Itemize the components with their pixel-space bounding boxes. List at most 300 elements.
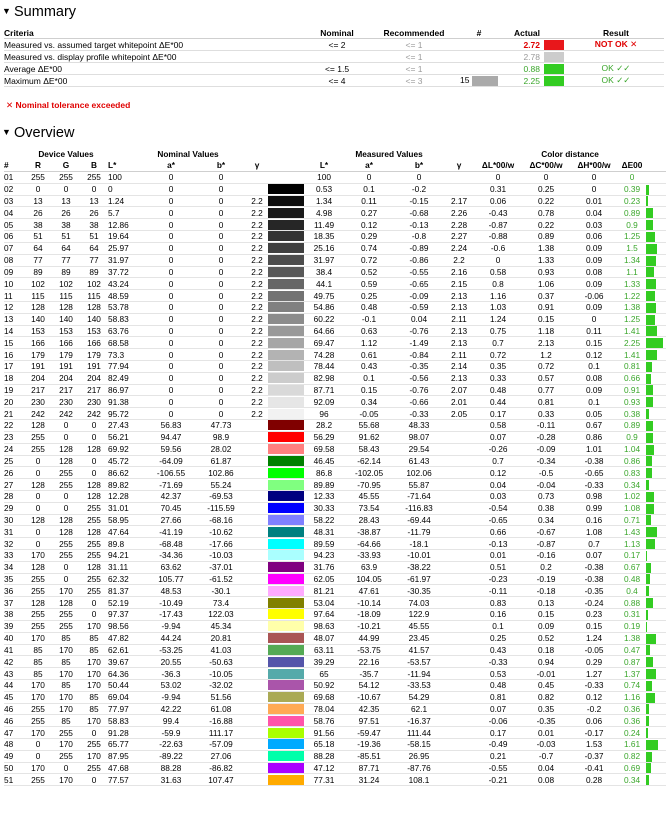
nominal-b-cell: 61.08 <box>210 703 232 714</box>
measured-a-cell: 0.48 <box>360 302 378 313</box>
color-distance-header: Color distance <box>541 148 599 159</box>
actual-swatch-cell <box>540 39 568 51</box>
delta-e-cell: 1.13 <box>623 538 641 549</box>
r-cell: 64 <box>33 243 43 254</box>
color-swatch-fill <box>268 350 304 360</box>
nominal-gamma-cell <box>246 479 268 491</box>
nominal-a-cell: 0 <box>168 207 174 218</box>
nominal-b-cell: 0 <box>218 385 224 396</box>
delta-l-cell: 0 <box>495 172 501 183</box>
delta-l-cell: 0.43 <box>489 644 507 655</box>
b-cell: 170 <box>87 656 101 667</box>
g-cell: 128 <box>59 455 73 466</box>
nominal-a-cell: 0 <box>168 396 174 407</box>
overview-row <box>4 431 666 443</box>
nominal-b-cell: 41.03 <box>210 644 232 655</box>
nominal-l-cell: 43.24 <box>108 278 129 289</box>
g-cell: 0 <box>63 574 69 585</box>
nominal-l-cell: 37.72 <box>108 266 129 277</box>
g-cell: 170 <box>59 668 73 679</box>
nominal-l-cell: 58.83 <box>108 715 129 726</box>
color-swatch-fill <box>268 657 304 667</box>
b-cell: 170 <box>87 680 101 691</box>
delta-e-bar <box>646 220 653 230</box>
collapse-triangle-icon[interactable]: ▼ <box>2 6 11 16</box>
nominal-l-cell: 69.92 <box>108 444 129 455</box>
delta-e-bar-cell <box>646 750 666 762</box>
overview-row <box>4 384 666 396</box>
measured-b-cell: -71.64 <box>407 491 431 502</box>
r-cell: 170 <box>31 763 45 774</box>
color-swatch <box>268 219 304 231</box>
overview-row <box>4 550 666 562</box>
color-swatch-fill <box>268 692 304 702</box>
nominal-a-cell: 0 <box>168 408 174 419</box>
delta-h-cell: 0.86 <box>585 432 603 443</box>
delta-l-cell: 0.1 <box>492 621 504 632</box>
delta-h-cell: 0.09 <box>585 255 603 266</box>
measured-gamma-cell: 2.13 <box>450 373 468 384</box>
nominal-l-cell: 31.01 <box>108 503 129 514</box>
overview-row <box>4 372 666 384</box>
g-cell: 255 <box>59 727 73 738</box>
nominal-a-cell: 0 <box>168 325 174 336</box>
delta-h-cell: 0.09 <box>585 278 603 289</box>
g-cell: 255 <box>59 467 73 478</box>
nominal-b-cell: 0 <box>218 290 224 301</box>
delta-c-cell: 0.18 <box>537 644 555 655</box>
delta-h-cell: -0.2 <box>586 703 602 714</box>
color-swatch <box>268 183 304 195</box>
delta-e-bar <box>646 763 651 773</box>
measured-l-cell: 39.29 <box>313 656 335 667</box>
overview-row <box>4 183 666 195</box>
nominal-b-cell: -17.66 <box>209 538 233 549</box>
delta-e-bar <box>646 456 652 466</box>
color-swatch-fill <box>268 267 304 277</box>
r-cell: 26 <box>33 207 43 218</box>
nominal-cell: <= 2 <box>306 39 368 51</box>
nominal-l-cell: 0 <box>108 184 113 195</box>
r-cell: 0 <box>35 184 41 195</box>
color-swatch-fill <box>268 680 304 690</box>
delta-c-cell: -0.18 <box>536 585 556 596</box>
color-swatch <box>268 561 304 573</box>
g-cell: 128 <box>59 514 73 525</box>
nominal-b-cell: 0 <box>218 172 224 183</box>
delta-l-cell: 0.72 <box>489 349 507 360</box>
nominal-cell: <= 1.5 <box>306 63 368 75</box>
index-cell: 40 <box>4 633 14 644</box>
delta-h-cell: -0.33 <box>584 479 604 490</box>
nominal-a-cell: 0 <box>168 337 174 348</box>
delta-l-cell: 0.17 <box>489 727 507 738</box>
delta-c-cell: -0.5 <box>538 467 554 478</box>
measured-l-cell: 77.31 <box>313 774 335 785</box>
b-cell: 128 <box>87 444 101 455</box>
delta-h-cell: -0.38 <box>584 574 604 585</box>
measured-l-cell: 46.45 <box>313 455 335 466</box>
nominal-a-cell: 0 <box>168 290 174 301</box>
delta-e-bar <box>646 563 651 573</box>
r-cell: 191 <box>31 361 45 372</box>
r-cell: 0 <box>35 538 41 549</box>
measured-a-cell: -19.36 <box>357 739 381 750</box>
measured-a-cell: 0.1 <box>363 184 375 195</box>
nominal-l-cell: 39.67 <box>108 656 129 667</box>
index-cell: 37 <box>4 597 14 608</box>
delta-e-cell: 0.86 <box>623 455 641 466</box>
measured-gamma-cell <box>444 703 474 715</box>
measured-b-cell: -0.35 <box>409 361 429 372</box>
overview-table <box>4 148 666 786</box>
nominal-gamma-cell <box>246 490 268 502</box>
summary-heading[interactable] <box>2 3 76 20</box>
delta-e-bar-cell <box>646 526 666 538</box>
color-swatch <box>268 254 304 266</box>
nominal-gamma-cell <box>246 467 268 479</box>
measured-l-cell: 94.23 <box>313 550 335 561</box>
nominal-l-cell: 53.78 <box>108 302 129 313</box>
b-cell: 166 <box>87 337 101 348</box>
nominal-b-cell: 0 <box>218 314 224 325</box>
delta-e-bar-cell <box>646 278 666 290</box>
delta-h-cell: 0.04 <box>585 207 603 218</box>
g-cell: 242 <box>59 408 73 419</box>
index-cell: 01 <box>4 172 14 183</box>
nominal-l-cell: 47.64 <box>108 526 129 537</box>
index-cell: 49 <box>4 751 14 762</box>
color-swatch-fill <box>268 515 304 525</box>
nominal-gamma-cell: 2.2 <box>251 325 263 336</box>
color-swatch <box>268 573 304 585</box>
measured-a-cell: 0.72 <box>360 255 378 266</box>
delta-e-cell: 0.19 <box>623 621 641 632</box>
criteria-cell: Measured vs. display profile whitepoint ΔE*00 <box>4 51 306 63</box>
nominal-gamma-cell <box>246 455 268 467</box>
b-cell: 128 <box>87 302 101 313</box>
nominal-gamma-cell: 2.2 <box>251 396 263 407</box>
delta-h-cell: -0.24 <box>584 597 604 608</box>
b-cell: 128 <box>87 562 101 573</box>
measured-l-cell: 86.8 <box>315 467 333 478</box>
nominal-a-cell: 42.22 <box>160 703 182 714</box>
nominal-a-cell: -10.49 <box>159 597 183 608</box>
color-swatch-fill <box>268 456 304 466</box>
measured-l-cell: 18.35 <box>313 231 335 242</box>
nominal-b-cell: 0 <box>218 243 224 254</box>
overview-row <box>4 172 666 184</box>
r-cell: 255 <box>31 444 45 455</box>
color-swatch <box>268 774 304 786</box>
color-swatch-fill <box>268 196 304 206</box>
delta-h-cell: 0.15 <box>585 621 603 632</box>
measured-a-cell: 1.12 <box>360 337 378 348</box>
nominal-gamma-cell: 2.2 <box>251 314 263 325</box>
index-cell: 03 <box>4 196 14 207</box>
b-cell: 255 <box>87 514 101 525</box>
col-header-measured-a: a* <box>344 159 394 172</box>
delta-h-cell: -0.41 <box>584 763 604 774</box>
delta-e-cell: 1.22 <box>623 290 641 301</box>
index-cell: 17 <box>4 361 14 372</box>
delta-l-cell: 0.58 <box>489 420 507 431</box>
color-swatch-fill <box>268 172 304 182</box>
nominal-a-cell: 63.62 <box>160 562 182 573</box>
delta-e-bar-cell <box>646 502 666 514</box>
device-values-header: Device Values <box>38 148 94 159</box>
delta-l-cell: 0 <box>495 255 501 266</box>
color-swatch-fill <box>268 208 304 218</box>
r-cell: 128 <box>31 514 45 525</box>
delta-e-cell: 0.39 <box>623 184 641 195</box>
delta-e-cell: 0.31 <box>623 609 641 620</box>
overview-row <box>4 668 666 680</box>
nominal-gamma-cell: 2.2 <box>251 302 263 313</box>
delta-e-cell: 0.89 <box>623 207 641 218</box>
delta-e-cell: 0.34 <box>623 479 641 490</box>
measured-a-cell: 44.99 <box>358 633 380 644</box>
overview-row <box>4 242 666 254</box>
g-cell: 0 <box>63 562 69 573</box>
nominal-gamma-cell: 2.2 <box>251 196 263 207</box>
measured-b-cell: -1.49 <box>409 337 429 348</box>
recommended-cell: <= 1 <box>368 63 460 75</box>
measured-b-cell: -0.09 <box>409 290 429 301</box>
g-cell: 217 <box>59 385 73 396</box>
index-cell: 48 <box>4 739 14 750</box>
color-swatch-fill <box>268 645 304 655</box>
delta-e-bar <box>646 527 657 537</box>
nominal-b-cell: 51.56 <box>210 692 232 703</box>
overview-row <box>4 585 666 597</box>
nominal-b-cell: 61.87 <box>210 455 232 466</box>
delta-h-cell: -0.65 <box>584 467 604 478</box>
color-swatch <box>268 207 304 219</box>
overview-row <box>4 490 666 502</box>
delta-e-cell: 1.1 <box>626 266 638 277</box>
measured-gamma-cell <box>444 739 474 751</box>
delta-l-cell: -0.54 <box>488 503 508 514</box>
color-swatch <box>268 242 304 254</box>
measured-l-cell: 87.71 <box>313 385 335 396</box>
delta-c-cell: 0.91 <box>537 302 555 313</box>
measured-gamma-cell <box>444 538 474 550</box>
nominal-l-cell: 91.38 <box>108 396 129 407</box>
index-cell: 10 <box>4 278 14 289</box>
measured-a-cell: 0.52 <box>360 266 378 277</box>
delta-c-cell: -0.19 <box>536 574 556 585</box>
r-cell: 255 <box>31 585 45 596</box>
measured-a-cell: -10.21 <box>357 621 381 632</box>
measured-a-cell: -10.67 <box>357 692 381 703</box>
color-swatch <box>268 727 304 739</box>
r-cell: 0 <box>35 739 41 750</box>
delta-e-bar-cell <box>646 384 666 396</box>
nominal-l-cell: 81.37 <box>108 585 129 596</box>
col-header-delta-h: ΔH*00/w <box>570 159 618 172</box>
delta-c-cell: -0.67 <box>536 526 556 537</box>
measured-a-cell: 97.51 <box>358 715 380 726</box>
actual-cell: 2.78 <box>498 51 540 63</box>
delta-e-cell: 1.08 <box>623 503 641 514</box>
measured-l-cell: 47.12 <box>313 763 335 774</box>
result-cell <box>568 51 664 63</box>
delta-e-cell: 0.38 <box>623 408 641 419</box>
delta-e-bar <box>646 681 652 691</box>
delta-e-bar-cell <box>646 349 666 361</box>
overview-heading[interactable] <box>2 124 74 141</box>
delta-l-cell: -0.55 <box>488 763 508 774</box>
r-cell: 85 <box>33 644 43 655</box>
b-cell: 255 <box>87 585 101 596</box>
r-cell: 217 <box>31 385 45 396</box>
nominal-a-cell: -64.09 <box>159 455 183 466</box>
collapse-triangle-icon[interactable]: ▼ <box>2 127 11 137</box>
delta-h-cell: 0.05 <box>585 408 603 419</box>
delta-e-bar-cell <box>646 242 666 254</box>
delta-c-cell: 2.13 <box>537 337 555 348</box>
color-swatch <box>268 514 304 526</box>
nominal-b-cell: 0 <box>218 266 224 277</box>
nominal-gamma-cell <box>246 550 268 562</box>
actual-swatch <box>544 76 564 86</box>
delta-e-cell: 0.69 <box>623 763 641 774</box>
delta-c-cell: 0.15 <box>537 314 555 325</box>
nominal-b-cell: -115.59 <box>207 503 235 514</box>
color-swatch <box>268 526 304 538</box>
delta-l-cell: 0.17 <box>489 408 507 419</box>
overview-row <box>4 313 666 325</box>
g-cell: 128 <box>59 526 73 537</box>
delta-e-cell: 0.83 <box>623 467 641 478</box>
color-swatch-fill <box>268 444 304 454</box>
b-cell: 170 <box>87 668 101 679</box>
b-cell: 255 <box>87 538 101 549</box>
nominal-l-cell: 31.11 <box>108 562 129 573</box>
color-swatch-fill <box>268 574 304 584</box>
nominal-a-cell: 70.45 <box>160 503 182 514</box>
measured-a-cell: -53.75 <box>357 644 381 655</box>
measured-a-cell: 0.61 <box>360 349 378 360</box>
nominal-l-cell: 25.97 <box>108 243 129 254</box>
measured-b-cell: -16.37 <box>407 715 431 726</box>
delta-e-bar <box>646 480 649 490</box>
measured-a-cell: 58.43 <box>358 444 380 455</box>
delta-l-cell: -0.21 <box>488 774 508 785</box>
col-header-index: # <box>4 159 24 172</box>
nominal-b-cell: -57.09 <box>209 739 233 750</box>
col-header-nominal-b: b* <box>196 159 246 172</box>
delta-h-cell: 1.27 <box>585 668 603 679</box>
delta-e-bar-cell <box>646 372 666 384</box>
delta-c-cell: 0 <box>543 172 549 183</box>
index-cell: 22 <box>4 420 14 431</box>
delta-c-cell: -0.28 <box>536 432 556 443</box>
measured-l-cell: 98.63 <box>313 621 335 632</box>
measured-a-cell: 28.43 <box>358 514 380 525</box>
measured-b-cell: -0.84 <box>409 349 429 360</box>
delta-h-cell: -0.33 <box>584 680 604 691</box>
r-cell: 255 <box>31 432 45 443</box>
delta-l-cell: 0.66 <box>489 526 507 537</box>
nominal-l-cell: 62.32 <box>108 574 129 585</box>
delta-c-cell: -0.03 <box>536 739 556 750</box>
r-cell: 128 <box>31 597 45 608</box>
overview-row <box>4 691 666 703</box>
nominal-gamma-cell <box>246 526 268 538</box>
nominal-a-cell: -89.22 <box>159 751 183 762</box>
measured-gamma-cell <box>444 490 474 502</box>
delta-e-cell: 0.88 <box>623 597 641 608</box>
measured-a-cell: -59.47 <box>357 727 381 738</box>
summary-row <box>4 39 664 51</box>
delta-e-bar-cell <box>646 325 666 337</box>
delta-e-bar-cell <box>646 774 666 786</box>
col-header-b: B <box>80 159 108 172</box>
measured-b-cell: 74.03 <box>408 597 430 608</box>
g-cell: 255 <box>59 479 73 490</box>
measured-gamma-cell <box>444 479 474 491</box>
r-cell: 51 <box>33 231 43 242</box>
delta-c-cell: -0.01 <box>536 668 556 679</box>
g-cell: 255 <box>59 621 73 632</box>
g-cell: 0 <box>63 503 69 514</box>
nominal-values-header: Nominal Values <box>157 148 219 159</box>
measured-a-cell: -35.7 <box>359 668 379 679</box>
actual-swatch <box>544 64 564 74</box>
measured-gamma-cell <box>444 467 474 479</box>
color-swatch-fill <box>268 338 304 348</box>
overview-row <box>4 715 666 727</box>
delta-e-bar <box>646 445 654 455</box>
measured-b-cell: -0.13 <box>409 219 429 230</box>
delta-e-bar <box>646 385 653 395</box>
delta-e-cell: 1.25 <box>623 314 641 325</box>
delta-l-cell: -0.23 <box>488 574 508 585</box>
delta-e-bar <box>646 657 653 667</box>
delta-e-bar-cell <box>646 183 666 195</box>
b-cell: 255 <box>87 550 101 561</box>
delta-e-cell: 0.89 <box>623 420 641 431</box>
nominal-gamma-cell: 2.2 <box>251 278 263 289</box>
index-cell: 19 <box>4 385 14 396</box>
measured-b-cell: 98.07 <box>408 432 430 443</box>
measured-l-cell: 65 <box>319 668 329 679</box>
overview-row <box>4 679 666 691</box>
delta-e-bar <box>646 303 656 313</box>
delta-l-cell: 0.75 <box>489 325 507 336</box>
nominal-l-cell: 69.04 <box>108 692 129 703</box>
nominal-a-cell: -71.69 <box>159 479 183 490</box>
delta-e-bar-cell <box>646 585 666 597</box>
r-cell: 255 <box>31 703 45 714</box>
delta-c-cell: 1.38 <box>537 243 555 254</box>
b-cell: 140 <box>87 314 101 325</box>
measured-b-cell: 61.43 <box>408 455 430 466</box>
overview-row <box>4 278 666 290</box>
color-swatch-fill <box>268 728 304 738</box>
measured-b-cell: -53.57 <box>407 656 431 667</box>
r-cell: 102 <box>31 278 45 289</box>
delta-c-cell: 0.89 <box>537 231 555 242</box>
index-cell: 09 <box>4 266 14 277</box>
color-swatch-fill <box>268 480 304 490</box>
actual-swatch <box>544 52 564 62</box>
nominal-l-cell: 58.83 <box>108 314 129 325</box>
nominal-b-cell: 0 <box>218 255 224 266</box>
delta-e-bar-cell <box>646 266 666 278</box>
